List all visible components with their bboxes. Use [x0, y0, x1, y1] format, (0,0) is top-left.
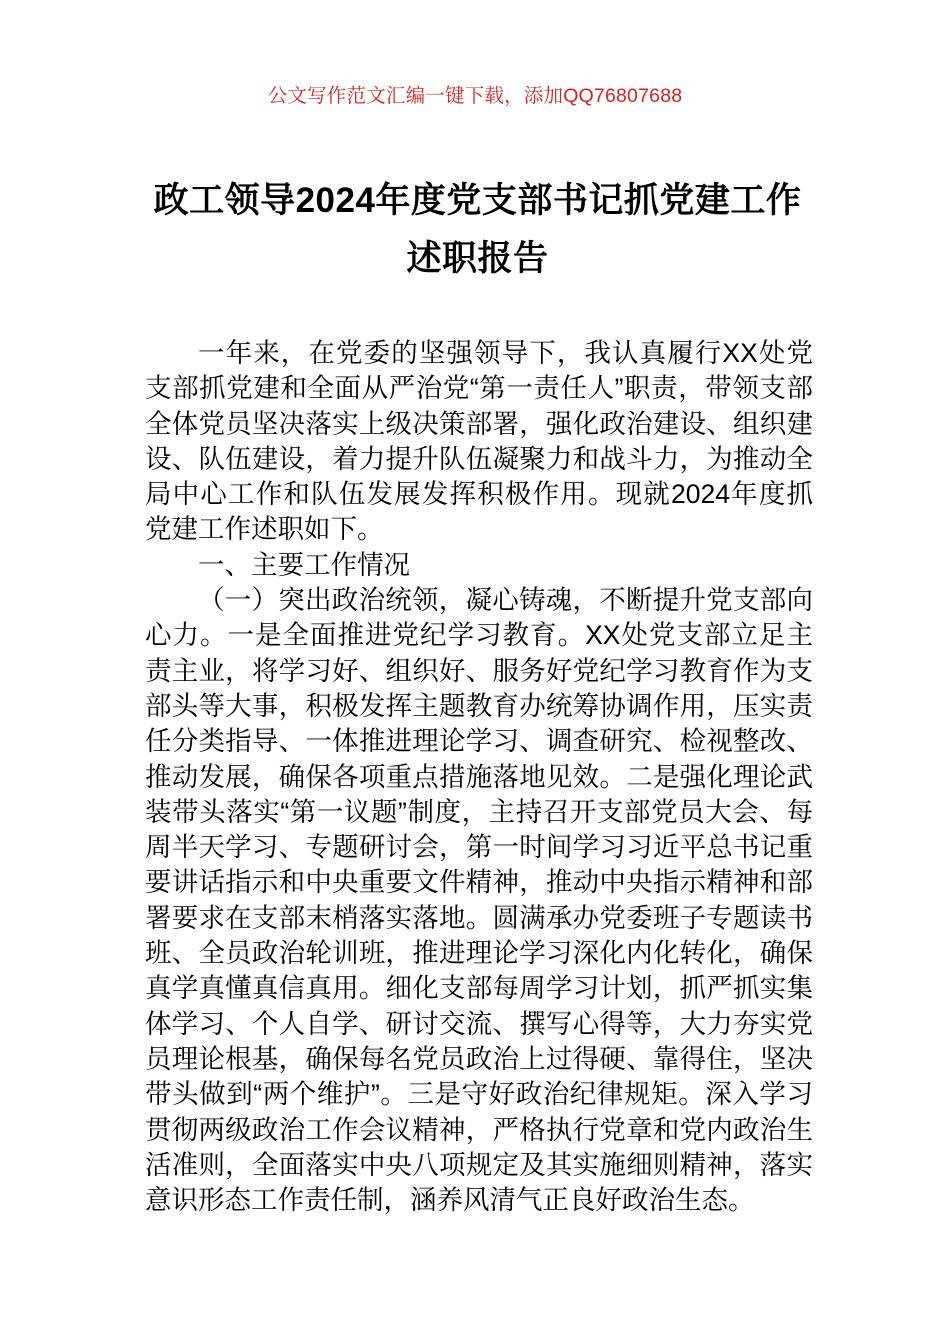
document-body: [145, 336, 813, 1218]
paragraph-section-1-1: （一）突出政治统领，凝心铸魂，不断提升党支部向心力。一是全面推进党纪学习教育。XX处党支部立足主责主业，将学习好、组织好、服务好党纪学习教育作为支部头等大事，积极发挥主题教育办统筹协调作用，压实责任分类指导、一体推进理论学习、调查研究、检视整改、推动发展，确保各项重点措施落地见效。二是强化理论武装带头落实“第一议题”制度，主持召开支部党员大会、每周半天学习、专题研讨会，第一时间学习习近平总书记重要讲话指示和中央重要文件精神，推动中央指示精神和部署要求在支部末梢落实落地。圆满承办党委班子专题读书班、全员政治轮训班，推进理论学习深化内化转化，确保真学真懂真信真用。细化支部每周学习计划，抓严抓实集体学习、个人自学、研讨交流、撰写心得等，大力夯实党员理论根基，确保每名党员政治上过得硬、靠得住，坚决带头做到“两个维护”。三是守好政治纪律规矩。深入学习贯彻两级政治工作会议精神，严格执行党章和党内政治生活准则，全面落实中央八项规定及其实施细则精神，落实意识形态工作责任制，涵养风清气正良好政治生态。: [145, 585, 813, 1216]
section-heading-1: 一、主要工作情况: [198, 549, 410, 580]
paragraph-intro: 一年来，在党委的坚强领导下，我认真履行XX处党支部抓党建和全面从严治党“第一责任人”职责，带领支部全体党员坚决落实上级决策部署，强化政治建设、组织建设、队伍建设，着力提升队伍凝聚力和战斗力，为推动全局中心工作和队伍发展发挥积极作用。现就2024年度抓党建工作述职如下。: [145, 338, 813, 545]
promo-header-text: 公文写作范文汇编一键下载，添加QQ76807688: [267, 85, 683, 107]
page-title-line-2: 述职报告: [406, 239, 549, 278]
page-title: [145, 172, 810, 288]
page-title-line-1: 政工领导2024年度党支部书记抓党建工作: [153, 181, 802, 220]
